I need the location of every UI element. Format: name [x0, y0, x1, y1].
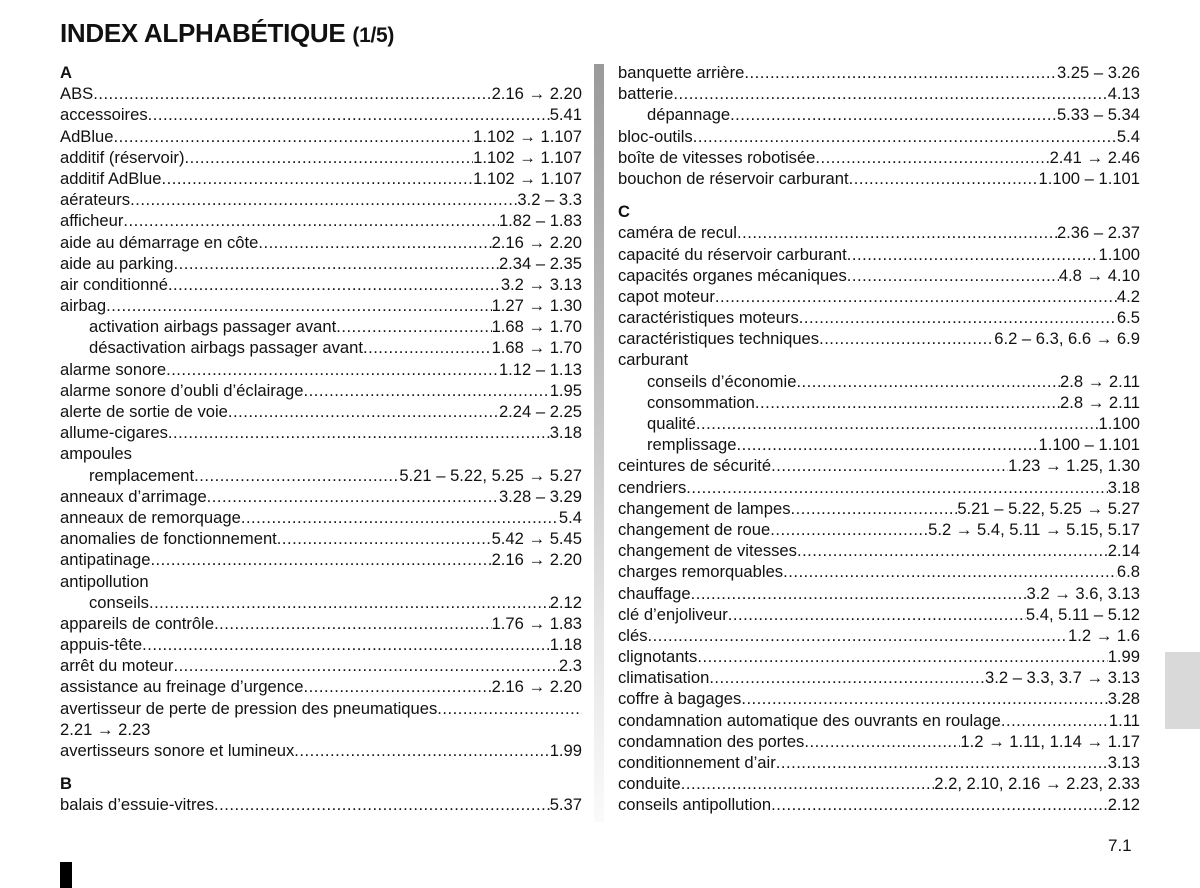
index-entry [618, 83, 1140, 104]
dot-leader [819, 328, 994, 349]
entry-term: anneaux d’arrimage [60, 486, 207, 506]
index-entry [60, 189, 582, 210]
index-subentry [60, 465, 582, 486]
entry-term: qualité [647, 414, 696, 433]
entry-page-ref: 1.68 → 1.70 [491, 338, 582, 358]
entry-term: banquette arrière [618, 63, 745, 82]
entry-page-ref: 2.16 → 2.20 [491, 550, 582, 570]
index-entry [60, 422, 582, 443]
index-subentry [60, 592, 582, 613]
dot-leader [228, 401, 499, 422]
section-letter: A [60, 63, 72, 82]
entry-term: avertisseur de perte de pression des pneumatiques [60, 698, 438, 718]
index-entry [60, 740, 582, 761]
index-entry [60, 549, 582, 570]
entry-page-ref: 2.8 → 2.11 [1060, 392, 1140, 412]
index-entry [618, 265, 1140, 286]
index-entry [618, 222, 1140, 243]
index-entry [60, 634, 582, 655]
entry-term: bloc-outils [618, 126, 693, 146]
dot-leader [168, 274, 501, 295]
index-entry [60, 655, 582, 676]
column-divider [594, 64, 604, 822]
entry-page-ref: 2.41 → 2.46 [1049, 147, 1140, 167]
entry-term: désactivation airbags passager avant [89, 338, 363, 358]
entry-page-ref: 2.12 [1107, 795, 1140, 815]
entry-page-ref: 5.42 → 5.45 [491, 529, 582, 549]
index-entry [60, 698, 582, 719]
dot-leader [730, 104, 1057, 125]
index-entry [60, 295, 582, 316]
entry-term: conditionnement d’air [618, 753, 776, 772]
entry-term: antipatinage [60, 550, 151, 570]
dot-leader [673, 83, 1107, 104]
entry-term: additif AdBlue [60, 168, 162, 188]
index-entry [60, 507, 582, 528]
index-entry [618, 625, 1140, 646]
dot-leader [696, 413, 1099, 434]
index-entry [60, 232, 582, 253]
dot-leader [93, 83, 491, 104]
entry-page-ref: 5.21 – 5.22, 5.25 → 5.27 [957, 498, 1140, 518]
entry-term: capacités organes mécaniques [618, 265, 847, 285]
index-subentry [60, 337, 582, 358]
entry-term: conseils [89, 592, 149, 612]
entry-page-ref: 1.76 → 1.83 [491, 613, 582, 633]
dot-leader [214, 613, 492, 634]
entry-page-ref: 1.100 [1098, 244, 1140, 264]
index-entry: ampoules [60, 444, 132, 464]
dot-leader [142, 634, 550, 655]
entry-term: changement de vitesses [618, 541, 797, 561]
index-entry [618, 477, 1140, 498]
entry-term: remplissage [647, 435, 737, 455]
index-entry [618, 286, 1140, 307]
index-entry [618, 455, 1140, 476]
title-part-indicator: (1/5) [352, 24, 395, 47]
index-entry [60, 104, 582, 125]
index-entry [618, 328, 1140, 349]
dot-leader [691, 583, 1027, 604]
entry-term: conduite [618, 774, 681, 794]
index-entry [618, 498, 1140, 519]
entry-page-ref: 4.13 [1107, 84, 1140, 104]
index-entry [618, 688, 1140, 709]
dot-leader [797, 540, 1108, 561]
index-entry [618, 147, 1140, 168]
index-entry [60, 274, 582, 295]
corner-mark [60, 862, 72, 888]
index-entry [60, 794, 582, 815]
entry-page-ref: 1.100 – 1.101 [1038, 435, 1140, 455]
entry-page-ref: 6.5 [1116, 308, 1140, 328]
entry-page-ref: 2.16 → 2.20 [491, 677, 582, 697]
entry-page-ref: 3.18 [1107, 477, 1140, 497]
entry-term: additif (réservoir) [60, 147, 185, 167]
entry-page-ref: 2.2, 2.10, 2.16 → 2.23, 2.33 [934, 774, 1140, 794]
entry-term: condamnation des portes [618, 731, 805, 751]
dot-leader [770, 519, 928, 540]
dot-leader [791, 498, 958, 519]
entry-term: caractéristiques techniques [618, 329, 820, 349]
entry-page-ref: 5.2 → 5.4, 5.11 → 5.15, 5.17 [928, 519, 1140, 539]
dot-leader [736, 434, 1038, 455]
dot-leader [796, 371, 1060, 392]
entry-term: boîte de vitesses robotisée [618, 147, 816, 167]
entry-page-ref: 4.2 [1116, 286, 1140, 306]
dot-leader [783, 561, 1117, 582]
entry-term: air conditionné [60, 274, 168, 294]
dot-leader [166, 359, 499, 380]
index-entry [618, 604, 1140, 625]
entry-page-ref: 5.4 [1116, 126, 1140, 146]
entry-term: aérateurs [60, 190, 131, 210]
entry-term: allume-cigares [60, 423, 168, 443]
entry-page-ref: 2.3 [558, 656, 582, 676]
entry-page-ref: 1.2 → 1.6 [1068, 625, 1140, 645]
entry-page-ref: 1.100 [1098, 414, 1140, 433]
entry-page-ref: 1.99 [1107, 647, 1140, 667]
entry-term: balais d’essuie-vitres [60, 795, 215, 815]
entry-term: remplacement [89, 465, 195, 485]
dot-leader [130, 189, 517, 210]
dot-leader [149, 592, 550, 613]
entry-page-ref: 5.4 [558, 507, 582, 527]
dot-leader [241, 507, 559, 528]
index-entry: 2.21 → 2.23 [60, 719, 151, 739]
index-entry [618, 244, 1140, 265]
entry-term: alerte de sortie de voie [60, 402, 228, 421]
dot-leader [214, 794, 550, 815]
index-entry [60, 401, 582, 422]
dot-leader [771, 794, 1108, 815]
index-subentry [618, 392, 1140, 413]
entry-term: clignotants [618, 647, 698, 667]
entry-term: caméra de recul [618, 223, 737, 243]
entry-term: appuis-tête [60, 635, 143, 655]
dot-leader [277, 528, 492, 549]
entry-term: anneaux de remorquage [60, 507, 241, 527]
entry-page-ref: 1.102 → 1.107 [473, 168, 582, 188]
dot-leader [697, 646, 1107, 667]
entry-term: dépannage [647, 105, 731, 125]
dot-leader [336, 316, 491, 337]
index-entry [618, 731, 1140, 752]
entry-page-ref: 1.102 → 1.107 [473, 126, 582, 146]
dot-leader [737, 222, 1057, 243]
entry-page-ref: 3.28 – 3.29 [498, 486, 582, 506]
entry-term: arrêt du moteur [60, 656, 174, 676]
index-entry [618, 307, 1140, 328]
dot-leader [114, 126, 474, 147]
entry-page-ref: 4.8 → 4.10 [1058, 265, 1140, 285]
index-entry [60, 359, 582, 380]
index-entry [618, 752, 1140, 773]
index-entry [60, 676, 582, 697]
index-entry: antipollution [60, 571, 149, 591]
dot-leader [258, 232, 491, 253]
title-text: INDEX ALPHABÉTIQUE [60, 18, 346, 48]
dot-leader [437, 698, 582, 719]
index-subentry [60, 316, 582, 337]
entry-page-ref: 1.23 → 1.25, 1.30 [1008, 456, 1140, 476]
index-entry [618, 62, 1140, 83]
dot-leader [1001, 710, 1109, 731]
dot-leader [776, 752, 1108, 773]
entry-page-ref: 3.25 – 3.26 [1056, 63, 1140, 82]
entry-term: consommation [647, 392, 755, 412]
entry-term: afficheur [60, 211, 124, 231]
index-entry [60, 486, 582, 507]
index-subentry [618, 413, 1140, 434]
dot-leader [150, 549, 491, 570]
entry-term: airbag [60, 296, 107, 316]
entry-page-ref: 3.13 [1107, 753, 1140, 772]
entry-term: changement de roue [618, 519, 771, 539]
entry-page-ref: 1.27 → 1.30 [491, 296, 582, 316]
dot-leader [106, 295, 491, 316]
dot-leader [686, 477, 1107, 498]
index-entry [60, 126, 582, 147]
entry-term: clés [618, 625, 648, 645]
entry-term: capot moteur [618, 286, 715, 306]
dot-leader [363, 337, 492, 358]
entry-page-ref: 1.18 [549, 635, 582, 655]
entry-term: alarme sonore [60, 359, 167, 379]
entry-page-ref: 2.36 – 2.37 [1056, 223, 1140, 243]
entry-term: avertisseurs sonore et lumineux [60, 741, 295, 760]
entry-page-ref: 3.18 [549, 423, 582, 443]
index-entry [618, 646, 1140, 667]
index-entry [60, 380, 582, 401]
index-entry [618, 583, 1140, 604]
section-gap [618, 189, 1140, 201]
dot-leader [194, 465, 399, 486]
dot-leader [728, 604, 1026, 625]
entry-page-ref: 5.33 – 5.34 [1056, 105, 1140, 125]
entry-page-ref: 1.100 – 1.101 [1038, 168, 1140, 188]
index-entry [618, 168, 1140, 189]
dot-leader [771, 455, 1008, 476]
entry-page-ref: 2.12 [549, 592, 582, 612]
entry-page-ref: 1.12 – 1.13 [498, 359, 582, 379]
entry-page-ref: 6.2 – 6.3, 6.6 → 6.9 [994, 329, 1140, 349]
index-entry [618, 667, 1140, 688]
entry-page-ref: 5.4, 5.11 – 5.12 [1025, 604, 1140, 624]
dot-leader [681, 773, 935, 794]
dot-leader [148, 104, 550, 125]
entry-term: coffre à bagages [618, 689, 742, 709]
entry-page-ref: 3.2 → 3.13 [500, 274, 582, 294]
dot-leader [715, 286, 1117, 307]
entry-page-ref: 1.2 → 1.11, 1.14 → 1.17 [960, 731, 1140, 751]
index-entry [618, 561, 1140, 582]
entry-page-ref: 2.34 – 2.35 [498, 253, 582, 273]
entry-page-ref: 2.24 – 2.25 [498, 402, 582, 421]
entry-page-ref: 3.2 – 3.3 [517, 190, 582, 210]
entry-page-ref: 1.99 [549, 741, 582, 760]
section-gap [60, 761, 582, 773]
dot-leader [847, 244, 1099, 265]
entry-page-ref: 2.14 [1107, 541, 1140, 561]
entry-term: capacité du réservoir carburant [618, 244, 847, 264]
index-entry [618, 540, 1140, 561]
entry-term: appareils de contrôle [60, 613, 215, 633]
entry-term: batterie [618, 84, 674, 104]
page-title [60, 18, 394, 49]
entry-page-ref: 5.41 [549, 105, 582, 125]
dot-leader [168, 422, 550, 443]
index-subentry [618, 104, 1140, 125]
entry-page-ref: 3.2 → 3.6, 3.13 [1026, 583, 1140, 603]
entry-term: climatisation [618, 668, 710, 688]
entry-term: changement de lampes [618, 498, 791, 518]
dot-leader [709, 667, 985, 688]
entry-term: anomalies de fonctionnement [60, 529, 277, 549]
entry-page-ref: 1.95 [549, 380, 582, 400]
dot-leader [744, 62, 1057, 83]
index-subentry [618, 434, 1140, 455]
dot-leader [741, 688, 1107, 709]
entry-term: activation airbags passager avant [89, 317, 337, 337]
entry-page-ref: 1.68 → 1.70 [491, 317, 582, 337]
index-entry [618, 773, 1140, 794]
entry-term: AdBlue [60, 126, 114, 146]
entry-page-ref: 3.28 [1107, 689, 1140, 709]
index-entry [618, 710, 1140, 731]
entry-term: condamnation automatique des ouvrants en roulage [618, 710, 1001, 730]
entry-term: chauffage [618, 583, 691, 603]
entry-page-ref: 1.102 → 1.107 [473, 147, 582, 167]
entry-term: ceintures de sécurité [618, 456, 772, 476]
dot-leader [185, 147, 474, 168]
index-column-right [618, 62, 1140, 816]
index-entry [60, 210, 582, 231]
entry-term: assistance au freinage d’urgence [60, 677, 304, 697]
entry-term: clé d’enjoliveur [618, 604, 728, 624]
page-number: 7.1 [1108, 836, 1132, 855]
index-entry [60, 253, 582, 274]
index-entry [60, 168, 582, 189]
dot-leader [294, 740, 549, 761]
dot-leader [161, 168, 473, 189]
entry-term: aide au parking [60, 253, 174, 273]
section-letter: B [60, 774, 72, 794]
entry-term: caractéristiques moteurs [618, 308, 799, 328]
entry-page-ref: 6.8 [1116, 562, 1140, 582]
dot-leader [755, 392, 1060, 413]
dot-leader [207, 486, 499, 507]
entry-page-ref: 2.16 → 2.20 [491, 232, 582, 252]
entry-page-ref: 3.2 – 3.3, 3.7 → 3.13 [985, 668, 1140, 688]
entry-page-ref: 1.82 – 1.83 [498, 211, 582, 231]
index-entry [60, 147, 582, 168]
entry-term: aide au démarrage en côte [60, 232, 259, 252]
section-letter: C [618, 202, 630, 222]
entry-term: accessoires [60, 105, 148, 125]
index-entry [60, 83, 582, 104]
entry-term: alarme sonore d’oubli d’éclairage [60, 380, 304, 400]
dot-leader [847, 265, 1059, 286]
index-entry: carburant [618, 350, 689, 370]
dot-leader [815, 147, 1049, 168]
dot-leader [693, 126, 1117, 147]
entry-page-ref: 2.16 → 2.20 [491, 84, 582, 104]
dot-leader [804, 731, 960, 752]
dot-leader [123, 210, 499, 231]
index-column-left [60, 62, 582, 816]
index-entry [618, 519, 1140, 540]
entry-term: cendriers [618, 477, 687, 497]
index-entry [60, 613, 582, 634]
dot-leader [799, 307, 1117, 328]
dot-leader [173, 655, 558, 676]
entry-term: conseils antipollution [618, 795, 772, 815]
dot-leader [849, 168, 1039, 189]
index-entry [618, 794, 1140, 815]
entry-term: conseils d’économie [647, 371, 797, 391]
entry-term: ABS [60, 84, 94, 104]
entry-term: bouchon de réservoir carburant [618, 168, 849, 188]
entry-term: charges remorquables [618, 562, 784, 582]
index-entry [618, 126, 1140, 147]
entry-page-ref: 5.37 [549, 795, 582, 815]
dot-leader [304, 676, 492, 697]
index-entry [60, 528, 582, 549]
entry-page-ref: 5.21 – 5.22, 5.25 → 5.27 [399, 465, 582, 485]
dot-leader [648, 625, 1069, 646]
dot-leader [304, 380, 550, 401]
chapter-thumb-tab [1165, 652, 1200, 729]
entry-page-ref: 1.11 [1108, 710, 1140, 730]
entry-page-ref: 2.8 → 2.11 [1060, 371, 1140, 391]
dot-leader [173, 253, 498, 274]
index-subentry [618, 371, 1140, 392]
